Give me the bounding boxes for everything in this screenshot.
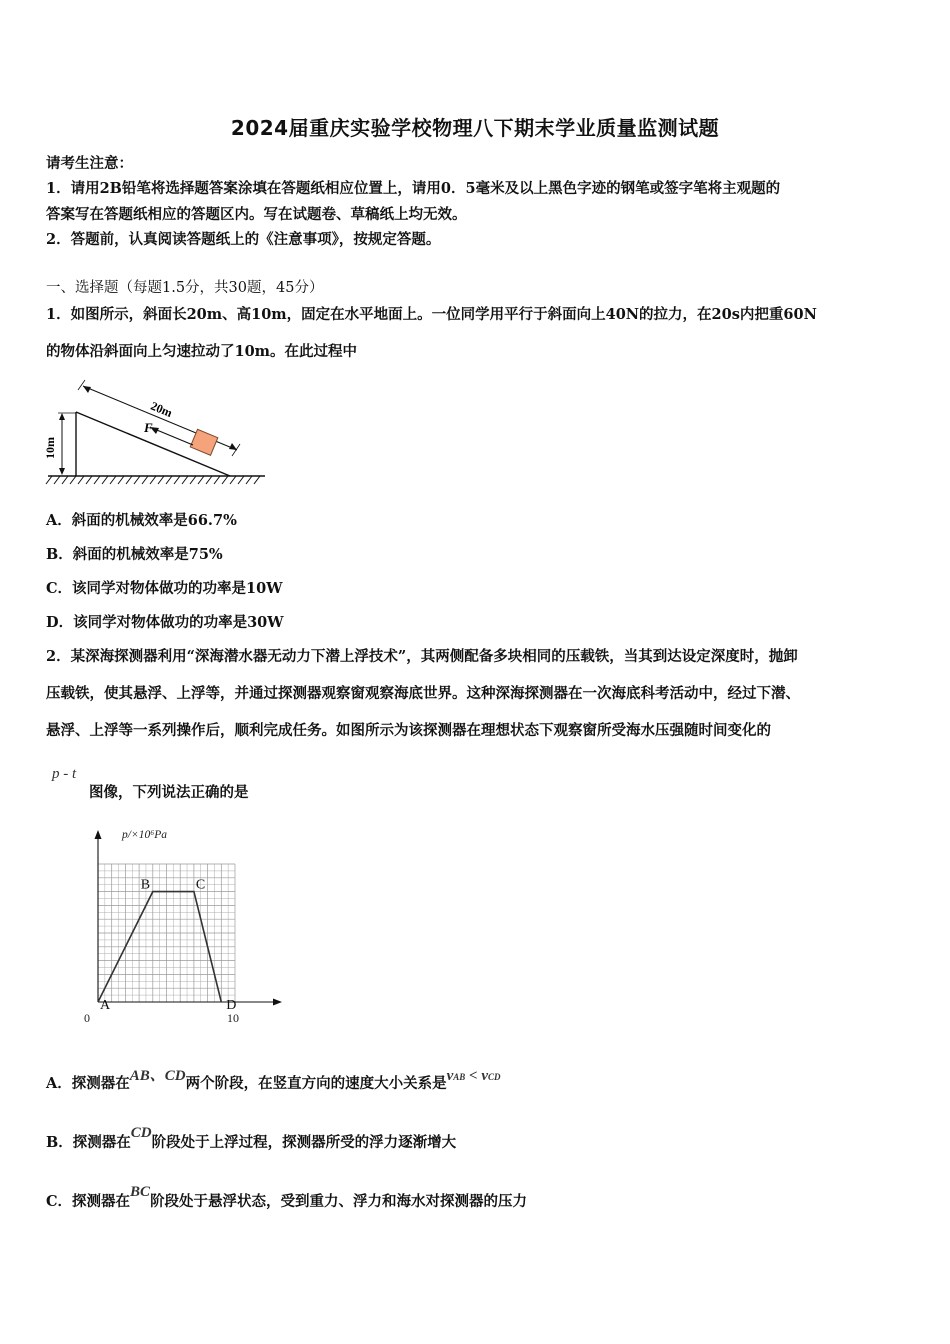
- notice-heading: 请考生注意：: [46, 155, 133, 172]
- q2-option-a[interactable]: [46, 1068, 501, 1093]
- ground-hatch: [46, 476, 260, 484]
- q2-option-b[interactable]: [46, 1125, 457, 1152]
- x-tick-label-0: 0: [84, 1011, 90, 1025]
- q1-option-c[interactable]: C．该同学对物体做功的功率是10W: [46, 580, 283, 597]
- chart-axes: [95, 830, 283, 1006]
- q2-option-a-v1: v: [446, 1068, 454, 1084]
- q2-option-a-prefix: A．探测器在: [46, 1075, 130, 1092]
- incline-figure: [40, 376, 272, 488]
- y-axis-arrow: [95, 830, 102, 839]
- chart-grid: [98, 864, 235, 1002]
- q2-option-b-prefix: B．探测器在: [46, 1134, 131, 1151]
- length-arrow-right: [229, 443, 237, 450]
- length-arrow-left: [83, 386, 91, 393]
- notice-line-1: 1．请用2B铅笔将选择题答案涂填在答题纸相应位置上，请用0．5毫米及以上黑色字迹的钢笔或签字笔将主观题的: [46, 180, 781, 197]
- point-label-c: C: [195, 877, 206, 893]
- height-arrow-down: [59, 468, 65, 475]
- block: [190, 429, 218, 455]
- q1-option-d[interactable]: D．该同学对物体做功的功率是30W: [46, 614, 284, 631]
- q2-option-c[interactable]: [46, 1184, 528, 1211]
- chart-labels: [84, 829, 239, 1025]
- x-tick-label-10: 10: [227, 1011, 239, 1025]
- x-axis-arrow: [273, 999, 282, 1006]
- q2-text-line-1: 2．某深海探测器利用“深海潜水器无动力下潜上浮技术”，其两侧配备多块相同的压载铁，当其到达设定深度时，抛卸: [46, 648, 798, 665]
- page-title: 2024届重庆实验学校物理八下期末学业质量监测试题: [230, 116, 720, 140]
- point-label-a: A: [100, 998, 111, 1013]
- force-arrow-line: [152, 428, 193, 445]
- q2-option-c-text: 阶段处于悬浮状态，受到重力、浮力和海水对探测器的压力: [150, 1193, 528, 1210]
- q2-text-line-2: 压载铁，使其悬浮、上浮等，并通过探测器观察窗观察海底世界。这种深海探测器在一次海底科考活动中，经过下潜、: [46, 685, 800, 702]
- q2-text-line-4: 图像，下列说法正确的是: [89, 784, 249, 801]
- q2-option-a-sub1: AB: [453, 1072, 466, 1082]
- q2-option-b-math: CD: [130, 1125, 152, 1141]
- q2-option-c-prefix: C．探测器在: [46, 1193, 131, 1210]
- height-arrow-up: [59, 413, 65, 420]
- q2-option-c-math: BC: [130, 1184, 151, 1200]
- q1-text-line-1: 1．如图所示，斜面长20m、高10m，固定在水平地面上。一位同学用平行于斜面向上40N的拉力，在20s内把重60N: [46, 306, 817, 323]
- q1-text-line-2: 的物体沿斜面向上匀速拉动了10m。在此过程中: [46, 343, 358, 360]
- q2-option-a-v2: v: [481, 1068, 489, 1084]
- notice-line-2: 2．答题前，认真阅读答题纸上的《注意事项》，按规定答题。: [46, 231, 441, 248]
- q2-option-a-middle: 两个阶段，在竖直方向的速度大小关系是: [185, 1075, 447, 1092]
- notice-line-1b: 答案写在答题纸相应的答题区内。写在试题卷、草稿纸上均无效。: [46, 206, 467, 223]
- pressure-time-chart: [80, 820, 290, 1030]
- q2-option-b-text: 阶段处于上浮过程，探测器所受的浮力逐渐增大: [151, 1134, 457, 1151]
- q2-option-a-math: AB、CD: [129, 1068, 186, 1084]
- q2-option-a-sub2: CD: [488, 1072, 501, 1082]
- force-label: F: [144, 420, 153, 435]
- section-heading: 一、选择题（每题1.5分，共30题，45分）: [46, 280, 324, 296]
- height-label: 10m: [43, 437, 57, 459]
- q1-option-a[interactable]: A．斜面的机械效率是66.7%: [46, 512, 237, 529]
- point-label-b: B: [140, 877, 151, 893]
- q2-text-line-3: 悬浮、上浮等一系列操作后，顺利完成任务。如图所示为该探测器在理想状态下观察窗所受海水压强随时间变化的: [46, 722, 771, 739]
- y-axis-label: p/×10⁶Pa: [122, 829, 167, 841]
- q2-option-a-lt: <: [465, 1068, 482, 1084]
- q2-pt-math: p - t: [52, 766, 77, 782]
- point-label-d: D: [226, 998, 237, 1013]
- length-label: 20m: [148, 398, 175, 420]
- q1-option-b[interactable]: B．斜面的机械效率是75%: [46, 546, 223, 563]
